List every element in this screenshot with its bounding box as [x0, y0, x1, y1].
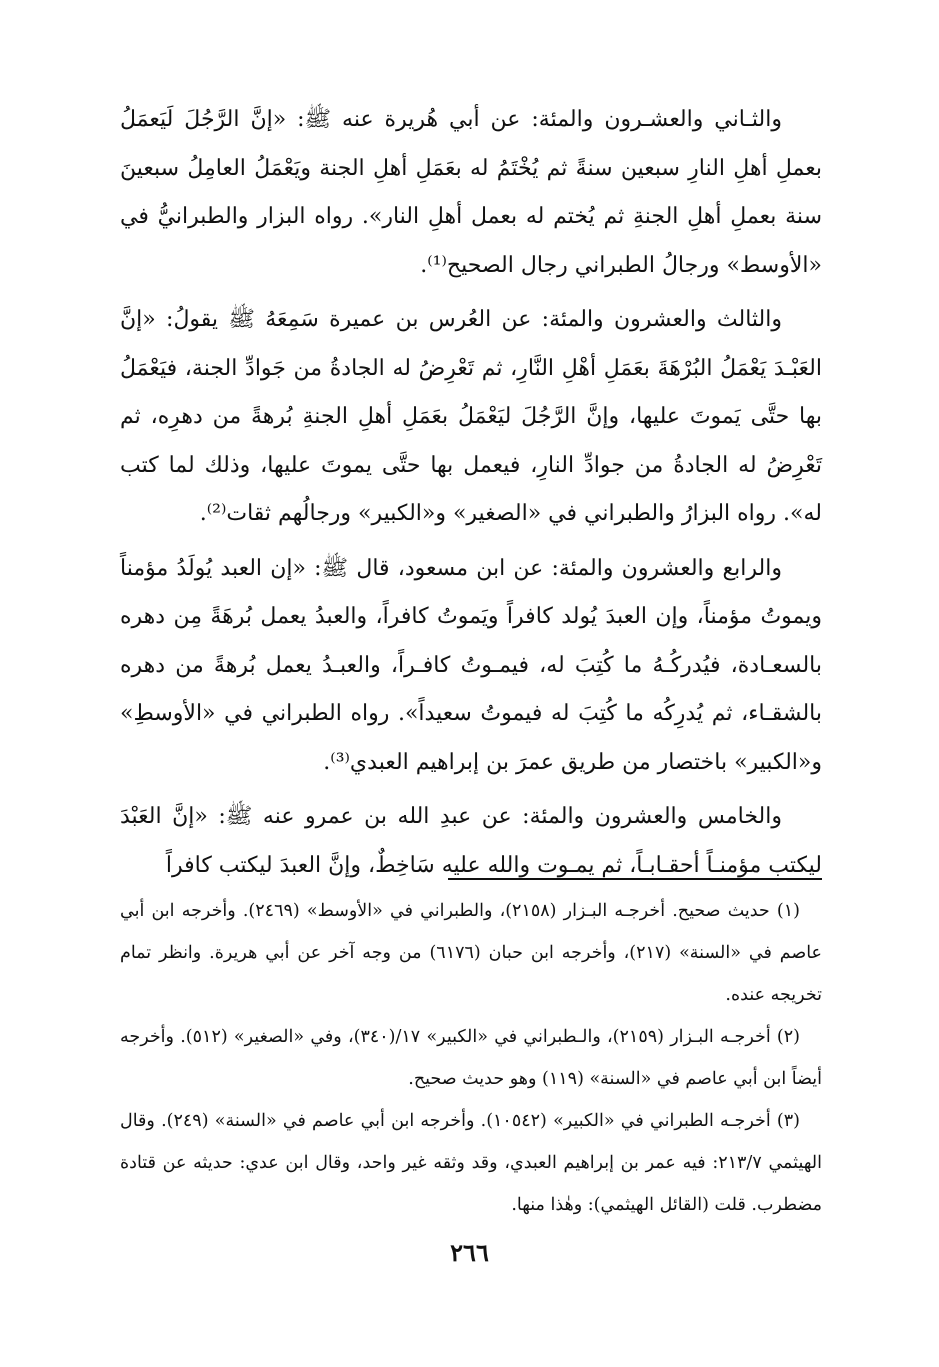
hadith-paragraph-123: والثالث والعشرون والمئة: عن العُرس بن عميرة سَمِعَهُ ﷺ يقولُ: «إنَّ العَبْـدَ يَعْمَلُ البُرْهَةَ بعَمَلِ أهْلِ النَّارِ، ثم تَعْرِضُ له الجادةُ من جَوادِّ الجنة، فيَعْمَلُ بها حتَّى يَموتَ عليها، وإنَّ الرَّجُلَ ليَعْمَلُ بعَمَلِ أهلِ الجنةِ بُرهةً من دهرِه، ثم تَعْرِضُ له الجادةُ من جوادِّ النارِ، فيعمل بها حتَّى يموتَ عليها، وذلك لما كتب له». رواه البزارُ والطبراني في «الصغير» و«الكبير» ورجالُهم ثقات⁽²⁾. [120, 307, 822, 526]
hadith-paragraph-125: والخامس والعشرون والمئة: عن عبدِ الله بن عمرو عنه ﷺ: «إنَّ العَبْدَ ليكتب مؤمنـاً أحقـابـاً، ثم يمـوت والله عليه سَاخِطٌ، وإنَّ العبدَ ليكتب كافراً [120, 804, 822, 878]
footnote-3: (٣) أخرجـه الطبراني في «الكبير» (١٠٥٤٢). وأخرجه ابن أبي عاصم في «السنة» (٢٤٩). وقال الهيثمي ٢١٣/٧: فيه عمر بن إبراهيم العبدي، وقد وثقه غير واحد، وقال ابن عدي: حديثه عن قتادة مضطرب. قلت (القائل الهيثمي): وهٰذا منها. [120, 1111, 822, 1215]
hadith-paragraph-124: والرابع والعشرون والمئة: عن ابن مسعود، قال ﷺ: «إن العبد يُولَدُ مؤمناً ويموتُ مؤمناً، وإن العبدَ يُولد كافراً ويَموتُ كافراً، والعبدُ يعمل بُرهَةً مِن دهره بالسعـادة، فيُدركُـهُ ما كُتِبَ له، فيمـوتُ كافـراً، والعبـدُ يعمل بُرهةً من دهره بالشقـاء، ثم يُدرِكُه ما كُتِبَ له فيموتُ سعيداً». رواه الطبراني في «الأوسطِ» و«الكبير» باختصار من طريق عمرَ بن إبراهيم العبدي⁽³⁾. [120, 555, 822, 775]
footnote-1: (١) حديث صحيح. أخرجـه البـزار (٢١٥٨)، والطبراني في «الأوسط» (٢٤٦٩). وأخرجه ابن أبي عاصم في «السنة» (٢١٧)، وأخرجه ابن حبان (٦١٧٦) من وجه آخر عن أبي هريرة. وانظر تمام تخريجه عنده. [120, 901, 822, 1005]
main-text-block [120, 96, 822, 890]
footnotes-block [120, 890, 822, 1226]
footnote-2: (٢) أخرجـه البـزار (٢١٥٩)، والـطبراني في «الكبير» ١٧/(٣٤٠)، وفي «الصغير» (٥١٢). وأخرجه أيضاً ابن أبي عاصم في «السنة» (١١٩) وهو حديث صحيح. [120, 1027, 822, 1089]
footnote-divider [448, 878, 822, 880]
page-number: ٢٦٦ [450, 1238, 489, 1267]
hadith-paragraph-122: والثـاني والعشـرون والمئة: عن أبي هُريرة عنه ﷺ: «إنَّ الرَّجُلَ لَيَعمَلُ بعملِ أهلِ النارِ سبعين سنةً ثم يُخْتَمُ له بعَمَلِ أهلِ الجنة ويَعْمَلُ العامِلُ سبعينَ سنة بعملِ أهلِ الجنةِ ثم يُختم له بعمل أهلِ النار». رواه البزار والطبرانيُّ في «الأوسط» ورجالُ الطبراني رجال الصحيح⁽¹⁾. [120, 107, 822, 278]
